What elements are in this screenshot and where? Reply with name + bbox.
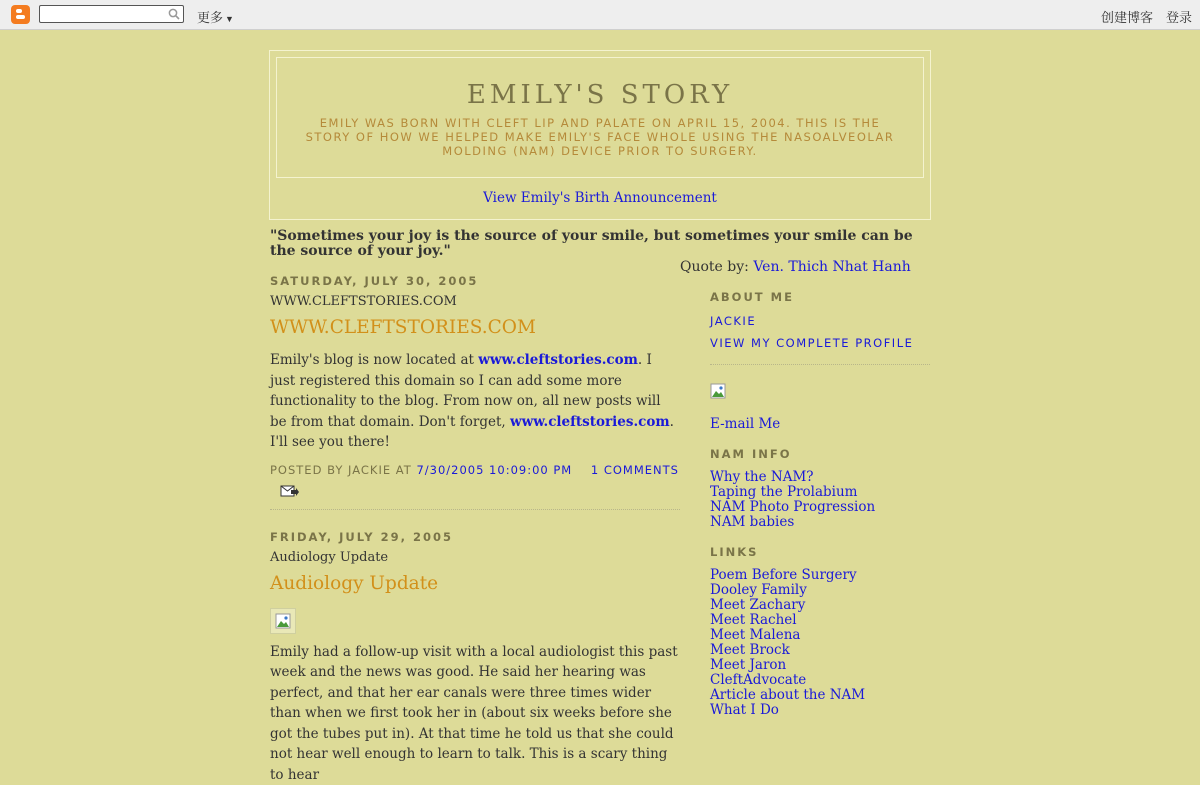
- links-item[interactable]: Dooley Family: [710, 583, 930, 598]
- nam-link[interactable]: NAM babies: [710, 515, 930, 530]
- nam-link[interactable]: Taping the Prolabium: [710, 485, 930, 500]
- blog-title[interactable]: EMILY'S STORY: [277, 80, 923, 110]
- nam-info-heading: NAM INFO: [710, 447, 930, 461]
- blog-description: EMILY WAS BORN WITH CLEFT LIP AND PALATE ON APRIL 15, 2004. THIS IS THE STORY OF HOW WE HELPED MAKE EMILY'S FACE WHOLE USING THE NASOALVEOLAR MOLDING (NAM) DEVICE PRIOR TO SURGERY.: [299, 116, 901, 158]
- post-footer: [270, 463, 680, 477]
- more-menu[interactable]: [197, 7, 234, 26]
- cleftstories-link[interactable]: www.cleftstories.com: [510, 414, 670, 430]
- profile-block: [710, 314, 930, 350]
- post-date: SATURDAY, JULY 30, 2005: [270, 274, 680, 288]
- more-label: 更多: [197, 10, 223, 25]
- sidebar-divider: [710, 364, 930, 365]
- create-blog-link[interactable]: 创建博客: [1101, 7, 1153, 26]
- nam-link[interactable]: NAM Photo Progression: [710, 500, 930, 515]
- blogger-logo-icon[interactable]: [11, 5, 30, 24]
- quote-attribution: [680, 259, 911, 275]
- search-input[interactable]: [43, 7, 167, 23]
- post: [270, 274, 680, 510]
- nam-link[interactable]: Why the NAM?: [710, 470, 930, 485]
- post-body-text: . I'll see you there!: [270, 414, 674, 451]
- nam-links: [710, 470, 930, 530]
- links-item[interactable]: CleftAdvocate: [710, 673, 930, 688]
- email-post-icon[interactable]: [280, 483, 680, 497]
- post-title[interactable]: WWW.CLEFTSTORIES.COM: [270, 317, 680, 338]
- search-box: [39, 5, 184, 23]
- birth-announcement-link[interactable]: View Emily's Birth Announcement: [270, 190, 930, 206]
- login-link[interactable]: 登录: [1166, 7, 1192, 26]
- links-item[interactable]: Meet Malena: [710, 628, 930, 643]
- quote-text: "Sometimes your joy is the source of your smile, but sometimes your smile can be the source of your joy.": [270, 229, 930, 259]
- caret-down-icon: ▼: [225, 14, 234, 24]
- post-body-text: Emily's blog is now located at: [270, 352, 478, 368]
- sidebar-broken-image-icon: [710, 383, 726, 399]
- posted-by-label: POSTED BY JACKIE AT: [270, 463, 412, 477]
- complete-profile-link[interactable]: VIEW MY COMPLETE PROFILE: [710, 336, 930, 350]
- post-subtitle: Audiology Update: [270, 550, 680, 565]
- links-item[interactable]: Article about the NAM: [710, 688, 930, 703]
- links-item[interactable]: Poem Before Surgery: [710, 568, 930, 583]
- comments-link[interactable]: 1 COMMENTS: [591, 463, 679, 477]
- post-body-text: . I just registered this domain so I can add some more functionality to the blog. From now on, all new posts will be from that domain. Don't forget,: [270, 352, 661, 430]
- cleftstories-link[interactable]: www.cleftstories.com: [478, 352, 638, 368]
- links-item[interactable]: Meet Brock: [710, 643, 930, 658]
- links-item[interactable]: Meet Zachary: [710, 598, 930, 613]
- links-list: [710, 568, 930, 718]
- post-body: Emily had a follow-up visit with a local audiologist this past week and the news was good. He said her hearing was perfect, and that her ear canals were three times wider than when we first took her in (about six weeks before she got the tubes put in). At that time he told us that she could not hear well enough to learn to talk. This is a scary thing to hear: [270, 642, 680, 785]
- sidebar: [710, 290, 930, 718]
- blog-header-inner: [276, 57, 924, 178]
- post-title[interactable]: Audiology Update: [270, 573, 680, 594]
- post-subtitle: WWW.CLEFTSTORIES.COM: [270, 294, 680, 309]
- post-body: [270, 350, 680, 453]
- post-timestamp-link[interactable]: 7/30/2005 10:09:00 PM: [416, 463, 572, 477]
- links-item[interactable]: Meet Rachel: [710, 613, 930, 628]
- post-date: FRIDAY, JULY 29, 2005: [270, 530, 680, 544]
- quote-author-link[interactable]: Ven. Thich Nhat Hanh: [753, 259, 910, 275]
- email-me-link[interactable]: E-mail Me: [710, 416, 930, 432]
- blog-header: [269, 50, 931, 220]
- links-item[interactable]: Meet Jaron: [710, 658, 930, 673]
- post: [270, 530, 680, 785]
- links-heading: LINKS: [710, 545, 930, 559]
- post-divider: [270, 509, 680, 510]
- main-column: [270, 274, 680, 785]
- search-icon[interactable]: [168, 8, 180, 23]
- blogger-navbar: [0, 0, 1200, 30]
- about-me-heading: ABOUT ME: [710, 290, 930, 304]
- profile-name-link[interactable]: JACKIE: [710, 314, 930, 328]
- links-item[interactable]: What I Do: [710, 703, 930, 718]
- broken-image-icon[interactable]: [270, 608, 296, 634]
- quote-by-label: Quote by:: [680, 259, 749, 275]
